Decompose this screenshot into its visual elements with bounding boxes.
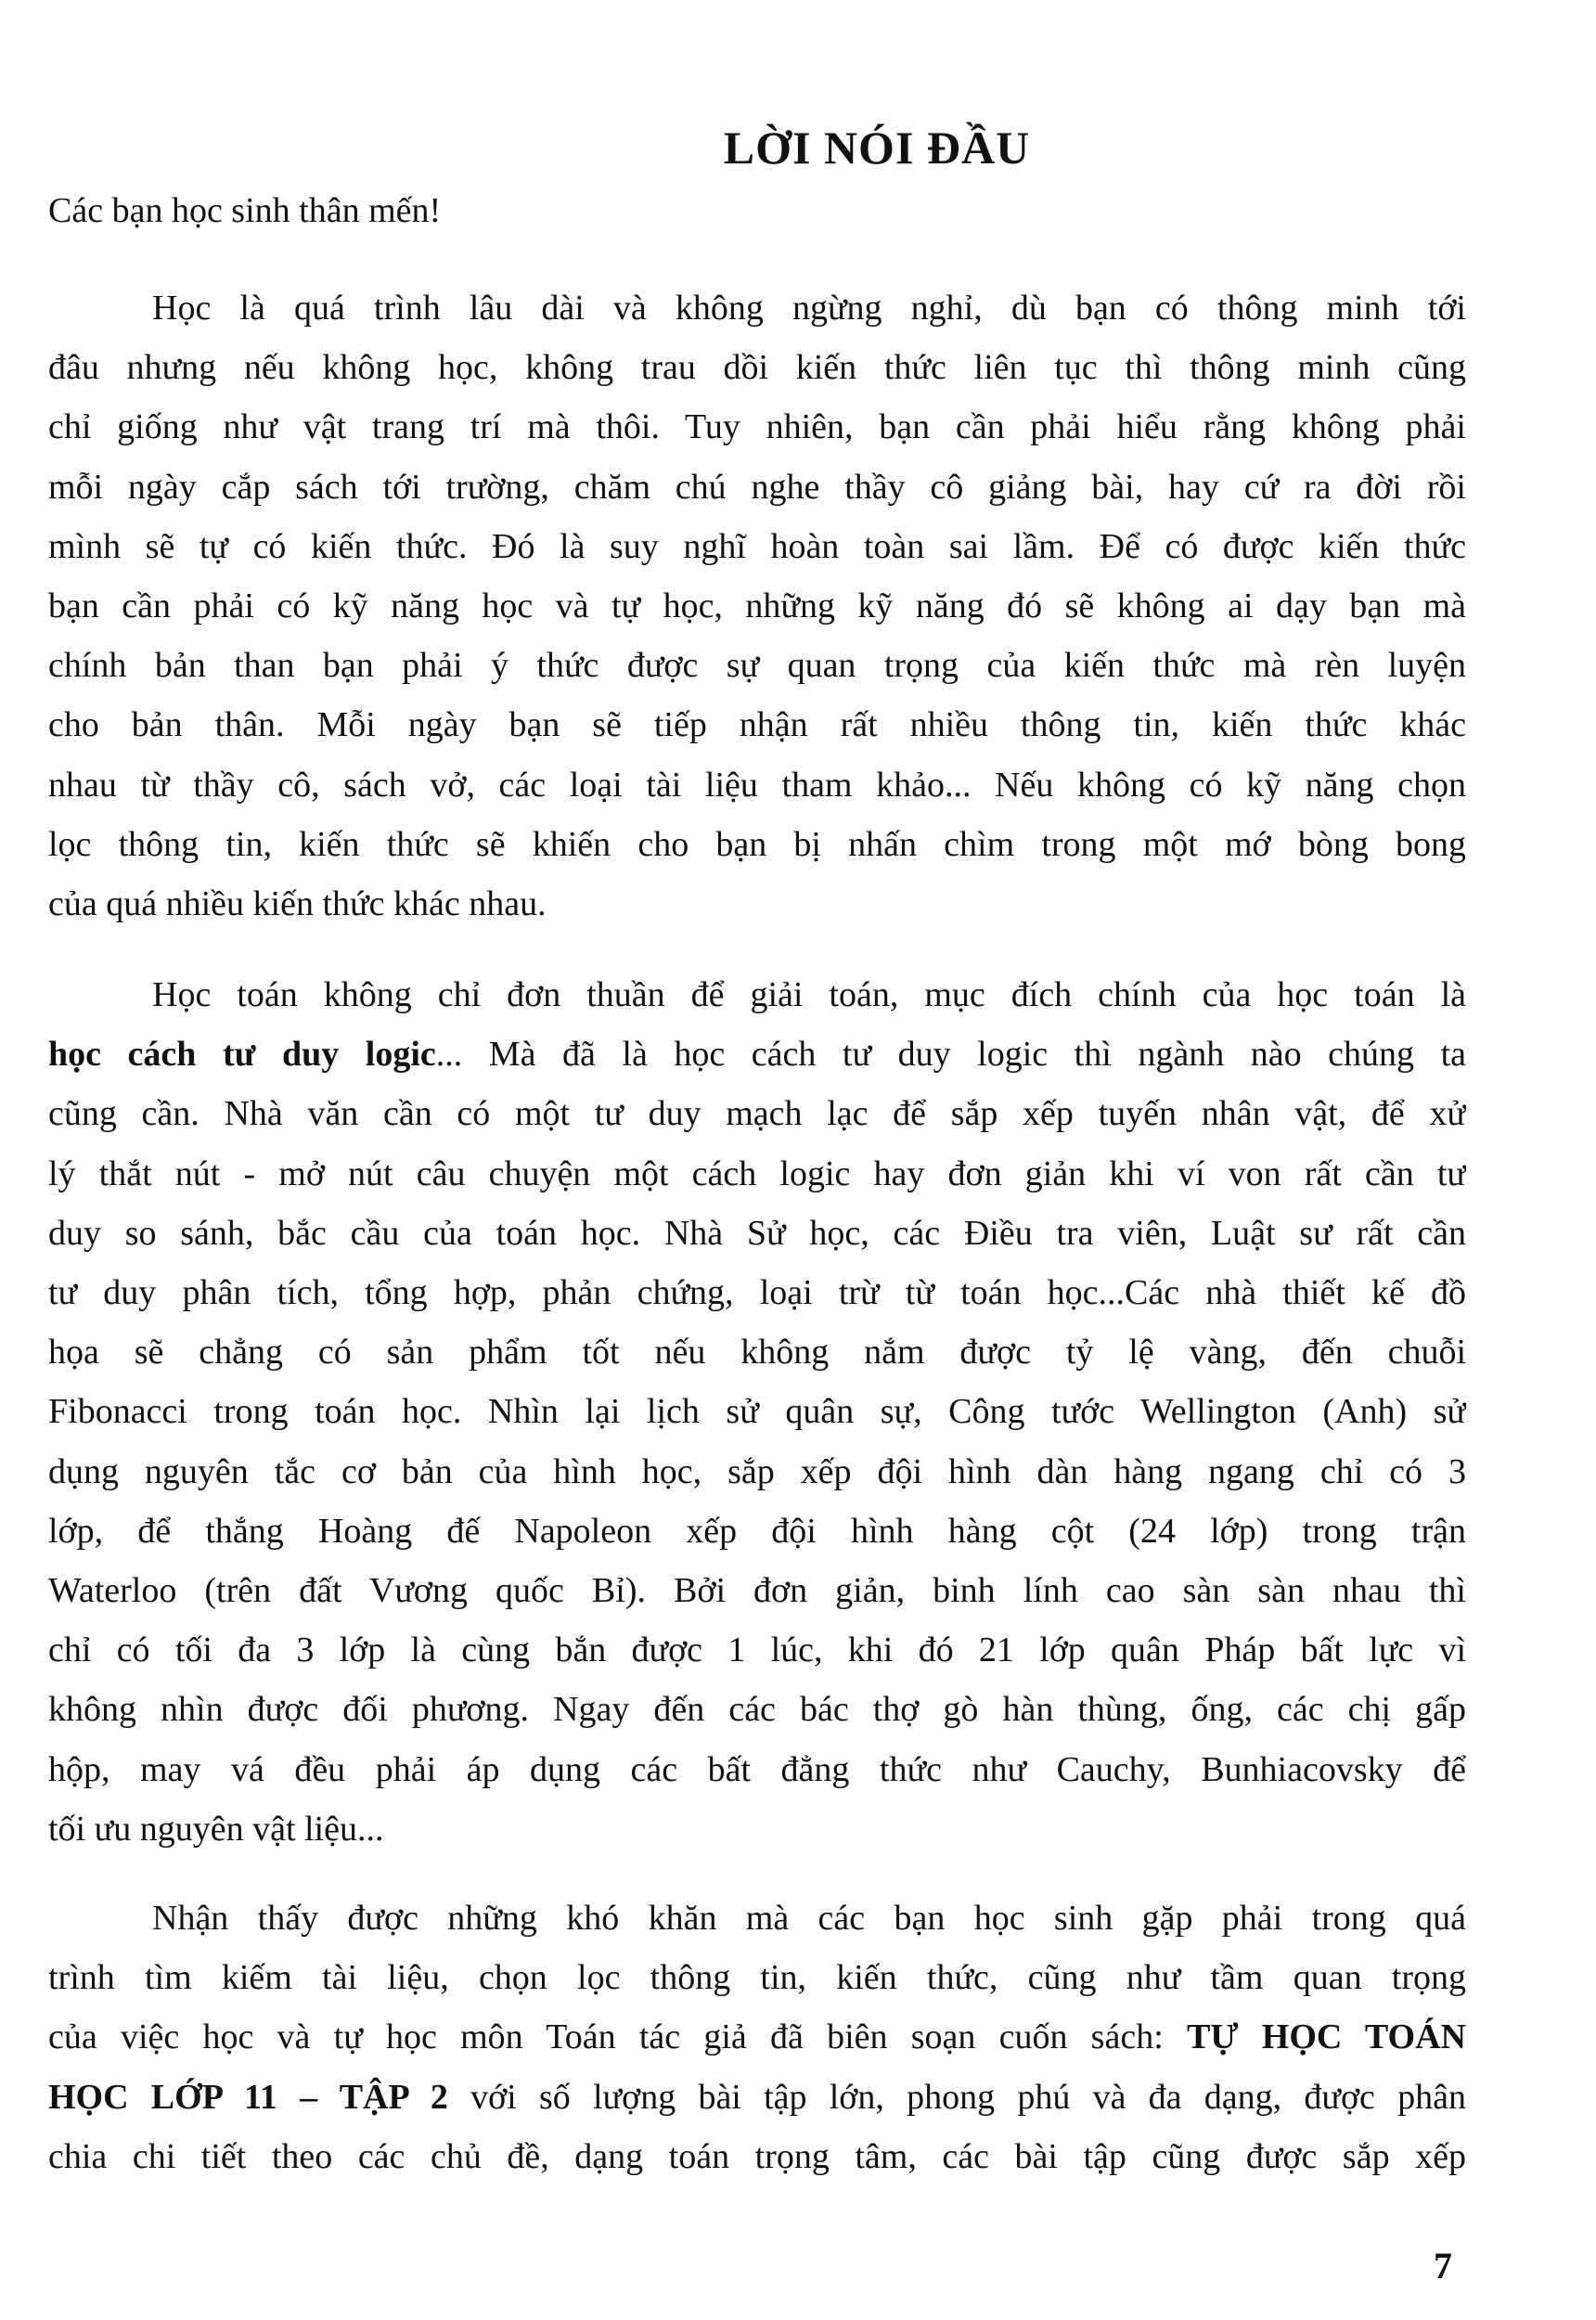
text-line: mình sẽ tự có kiến thức. Đó là suy nghĩ hoàn toàn sai lầm. Để có được kiến thức — [48, 526, 1466, 566]
text-line: của quá nhiều kiến thức khác nhau. — [48, 884, 547, 924]
text-fragment: ... Mà đã là học cách tư duy logic thì ngành nào chúng ta — [435, 1035, 1466, 1075]
text-line: Học là quá trình lâu dài và không ngừng nghỉ, dù bạn có thông minh tới — [152, 289, 1466, 328]
text-line: Học toán không chỉ đơn thuần để giải toán, mục đích chính của học toán là — [152, 975, 1466, 1014]
text-line: chia chi tiết theo các chủ đề, dạng toán trọng tâm, các bài tập cũng được sắp xếp — [48, 2136, 1466, 2176]
paragraph-2 — [48, 965, 1466, 1859]
text-line: hộp, may vá đều phải áp dụng các bất đẳng thức như Cauchy, Bunhiacovsky để — [48, 1749, 1466, 1789]
text-line: chỉ có tối đa 3 lớp là cùng bắn được 1 lúc, khi đó 21 lớp quân Pháp bất lực vì — [48, 1630, 1466, 1670]
paragraph-1 — [48, 278, 1466, 934]
text-line — [48, 2068, 1466, 2127]
text-line: chính bản than bạn phải ý thức được sự quan trọng của kiến thức mà rèn luyện — [48, 646, 1466, 686]
bold-phrase: học cách tư duy logic — [48, 1035, 436, 1075]
text-line — [48, 1025, 1466, 1084]
text-line: nhau từ thầy cô, sách vở, các loại tài liệu tham khảo... Nếu không có kỹ năng chọn — [48, 765, 1466, 805]
text-line: tối ưu nguyên vật liệu... — [48, 1809, 384, 1849]
text-line: chỉ giống như vật trang trí mà thôi. Tuy nhiên, bạn cần phải hiểu rằng không phải — [48, 407, 1466, 447]
greeting: Các bạn học sinh thân mến! — [48, 191, 442, 230]
page-number: 7 — [1434, 2245, 1452, 2287]
text-fragment: với số lượng bài tập lớn, phong phú và đa dạng, được phân — [447, 2077, 1466, 2117]
text-line: tư duy phân tích, tổng hợp, phản chứng, loại trừ từ toán học...Các nhà thiết kế đồ — [48, 1273, 1466, 1313]
text-line: Nhận thấy được những khó khăn mà các bạn học sinh gặp phải trong quá — [152, 1899, 1466, 1938]
text-line: Waterloo (trên đất Vương quốc Bỉ). Bởi đơn giản, binh lính cao sàn sàn nhau thì — [48, 1571, 1466, 1611]
text-line: Fibonacci trong toán học. Nhìn lại lịch sử quân sự, Công tước Wellington (Anh) sử — [48, 1392, 1466, 1432]
text-line: lớp, để thắng Hoàng đế Napoleon xếp đội hình hàng cột (24 lớp) trong trận — [48, 1511, 1466, 1551]
text-line: không nhìn được đối phương. Ngay đến các bác thợ gò hàn thùng, ống, các chị gấp — [48, 1690, 1466, 1730]
book-title-part-2: HỌC LỚP 11 – TẬP 2 — [48, 2077, 448, 2117]
text-line: bạn cần phải có kỹ năng học và tự học, những kỹ năng đó sẽ không ai dạy bạn mà — [48, 586, 1466, 626]
text-line: họa sẽ chẳng có sản phẩm tốt nếu không nắm được tỷ lệ vàng, đến chuỗi — [48, 1333, 1466, 1373]
text-line: lý thắt nút - mở nút câu chuyện một cách logic hay đơn giản khi ví von rất cần tư — [48, 1154, 1466, 1193]
text-line — [48, 2007, 1466, 2067]
paragraph-3 — [48, 1888, 1466, 2186]
text-line: cho bản thân. Mỗi ngày bạn sẽ tiếp nhận rất nhiều thông tin, kiến thức khác — [48, 705, 1466, 745]
book-title-part-1: TỰ HỌC TOÁN — [1186, 2017, 1466, 2057]
text-line: đâu nhưng nếu không học, không trau dồi kiến thức liên tục thì thông minh cũng — [48, 348, 1466, 388]
text-line: duy so sánh, bắc cầu của toán học. Nhà Sử học, các Điều tra viên, Luật sư rất cần — [48, 1213, 1466, 1253]
page-title: LỜI NÓI ĐẦU — [723, 122, 1031, 174]
text-line: cũng cần. Nhà văn cần có một tư duy mạch lạc để sắp xếp tuyến nhân vật, để xử — [48, 1094, 1466, 1134]
text-fragment: của việc học và tự học môn Toán tác giả đã biên soạn cuốn sách: — [48, 2017, 1187, 2057]
text-line: trình tìm kiếm tài liệu, chọn lọc thông tin, kiến thức, cũng như tầm quan trọng — [48, 1958, 1466, 1998]
text-line: mỗi ngày cắp sách tới trường, chăm chú nghe thầy cô giảng bài, hay cứ ra đời rồi — [48, 467, 1466, 507]
text-line: lọc thông tin, kiến thức sẽ khiến cho bạn bị nhấn chìm trong một mớ bòng bong — [48, 824, 1466, 864]
text-line: dụng nguyên tắc cơ bản của hình học, sắp xếp đội hình dàn hàng ngang chỉ có 3 — [48, 1451, 1466, 1491]
